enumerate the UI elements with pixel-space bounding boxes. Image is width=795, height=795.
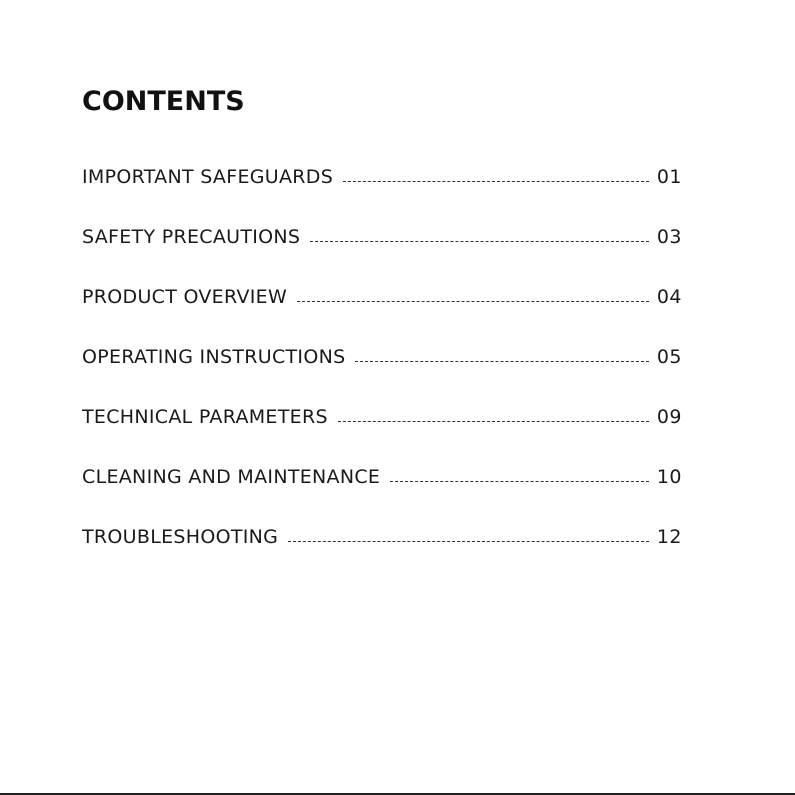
dotted-leader xyxy=(338,421,649,422)
toc-entry-page-number: 10 xyxy=(656,466,682,488)
toc-entry-label: SAFETY PRECAUTIONS xyxy=(82,226,301,248)
dotted-leader xyxy=(297,301,649,302)
toc-entry-label: PRODUCT OVERVIEW xyxy=(82,286,288,308)
toc-entry[interactable] xyxy=(82,311,682,371)
dotted-leader xyxy=(288,541,649,542)
toc-entry[interactable] xyxy=(82,191,682,251)
toc-entry-page-number: 01 xyxy=(656,166,682,188)
toc-entry-page-number: 04 xyxy=(656,286,682,308)
toc-entry-page-number: 12 xyxy=(656,526,682,548)
toc-entry-page-number: 03 xyxy=(656,226,682,248)
toc-entry[interactable] xyxy=(82,491,682,551)
toc-entry-label: OPERATING INSTRUCTIONS xyxy=(82,346,346,368)
toc-entry-page-number: 05 xyxy=(656,346,682,368)
contents-title: CONTENTS xyxy=(82,86,245,117)
toc-entry-label: CLEANING AND MAINTENANCE xyxy=(82,466,381,488)
toc-entry-label: IMPORTANT SAFEGUARDS xyxy=(82,166,334,188)
dotted-leader xyxy=(355,361,648,362)
table-of-contents xyxy=(82,163,682,551)
toc-entry-page-number: 09 xyxy=(656,406,682,428)
toc-entry[interactable] xyxy=(82,371,682,431)
toc-entry[interactable] xyxy=(82,163,682,191)
toc-entry-label: TROUBLESHOOTING xyxy=(82,526,279,548)
toc-entry[interactable] xyxy=(82,251,682,311)
toc-entry-label: TECHNICAL PARAMETERS xyxy=(82,406,328,428)
dotted-leader xyxy=(343,181,649,182)
toc-entry[interactable] xyxy=(82,431,682,491)
dotted-leader xyxy=(390,481,649,482)
dotted-leader xyxy=(310,241,649,242)
